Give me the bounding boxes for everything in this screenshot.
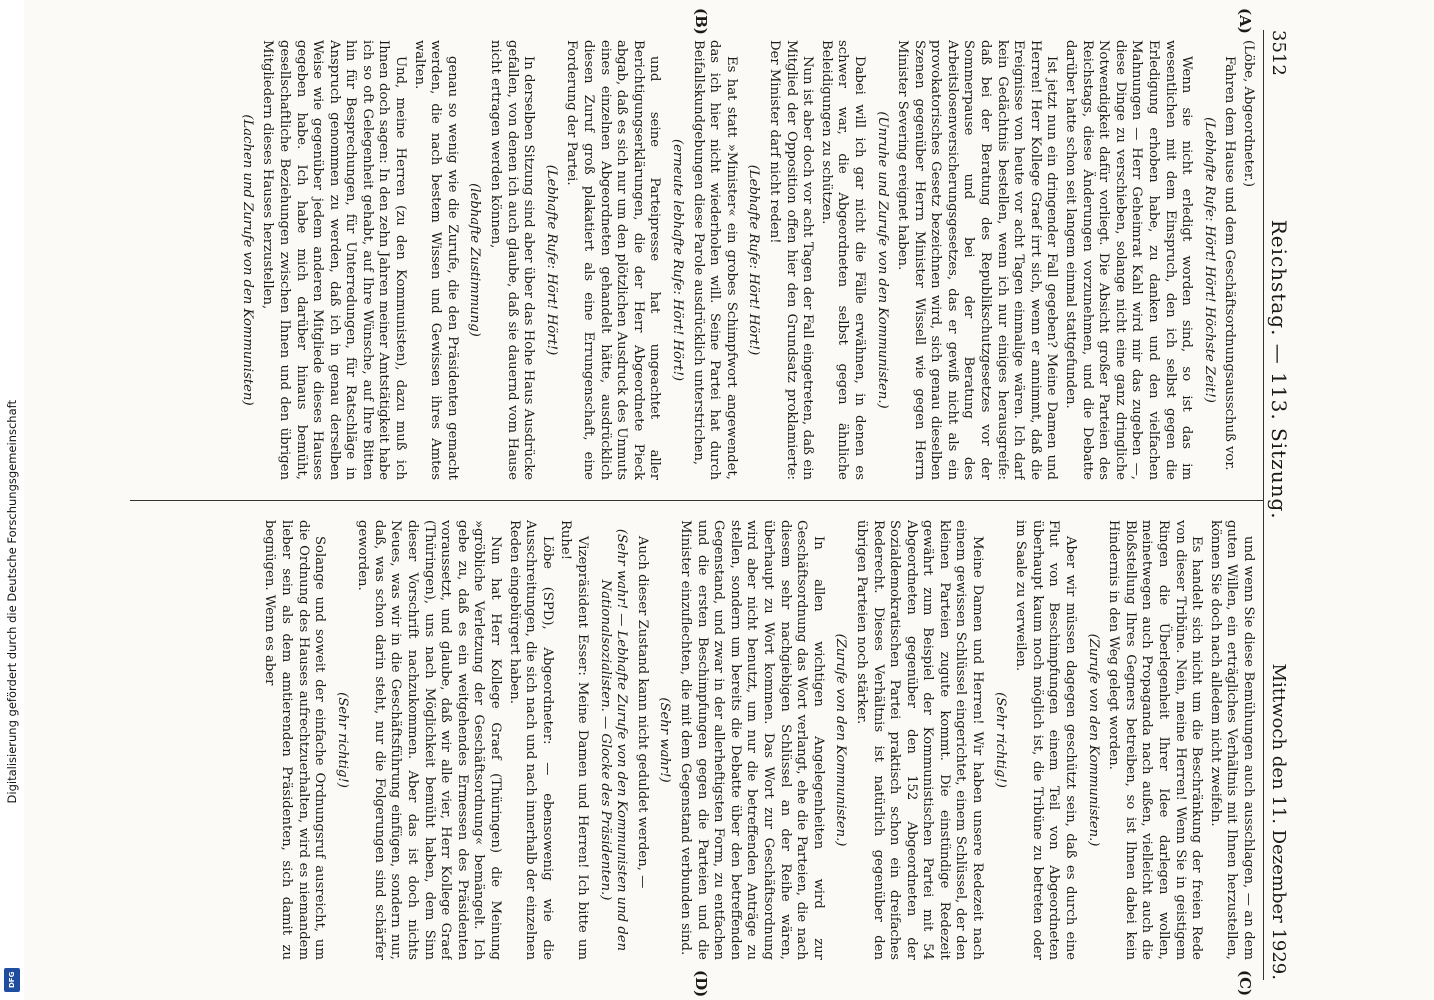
paragraph: Wenn sie nicht erledigt worden sind, so ist das im wesentlichen mit dem Einspruch, den ich selbst gegen die Erledigung erhoben habe, zu danken und den vielfachen Mahnungen — Herr Geheimrat Kahl wird mir das zugeben —, diese Dinge zu verschieben, solange nicht eine ganz dringliche Notwendigkeit dafür vorliegt. Die Absicht großer Parteien des Reichstags, diese Änderungen vorzunehmen, und die Debatte darüber hatte schon seit langem einmal stattgefunden. xyxy=(1063,40,1195,480)
paragraph: Dabei will ich gar nicht die Fälle erwähnen, in denen es schwer war, die Abgeordneten selbst gegen ähnliche Beleidigungen zu schützen. xyxy=(818,40,867,480)
margin-marker-d: (D) xyxy=(692,970,710,998)
page-date: Mittwoch den 11. Dezember 1929. xyxy=(1268,663,1290,980)
interjection: (Sehr wahr!) xyxy=(657,697,673,783)
interjection: (Lebhafte Rufe: Hört! Hört!) xyxy=(746,164,762,356)
paragraph: Löbe (SPD), Abgeordneter: — ebensowenig wie die Ausschreitungen, die sich nach und nach innerhalb der einzelnen Reden eingebürgert haben. xyxy=(506,520,555,960)
left-column xyxy=(130,40,1256,480)
paragraph: In derselben Sitzung sind aber über das Hohe Haus Ausdrücke gefallen, von denen ich auch glaube, daß sie dauernd vom Hause nicht ertragen werden können, xyxy=(488,40,537,480)
page-number: 3512 xyxy=(1268,30,1290,76)
rotated-sheet xyxy=(100,0,1300,1000)
interjection: (lebhafte Zustimmung) xyxy=(467,183,483,337)
paragraph: Fahren dem Hause und dem Geschäftsordnungsausschuß vor. xyxy=(1222,56,1238,471)
interjection: (erneute lebhafte Rufe: Hört! Hört!) xyxy=(670,138,685,382)
paragraph: Ist jetzt nun ein dringender Fall gegeben? Meine Damen und Herren! Herr Kollege Graef irrt sich, wenn er annimmt, daß die Ereignisse von heute vor acht Tagen einmalige wären. Ich darf kein Gedächtnis bestellen, wenn ich nur einiges herausgreife: daß bei der Beratung des Republikschutzgesetzes vor der Sommerpause und bei der Beratung des Arbeitslosenversicherungsgesetzes, das er gewiß nicht als ein provokatorisches Gesetz bezeichnen wird, sich genau dieselben Szenen gegenüber Herrn Minister Wissell wie gegen Herrn Minister Severing ereignet haben. xyxy=(895,40,1060,480)
paragraph: (Löbe, Abgeordneter.) xyxy=(1241,40,1256,187)
interjection: (Unruhe und Zurufe von den Kommunisten.) xyxy=(874,111,890,409)
paragraph: Es hat statt »Minister« ein grobes Schimpfwort angewendet, das ich hier nicht wiederholen will. Seine Partei hat durch Beifallskundgebungen diese Parole ausdrücklich unterstrichen, xyxy=(690,40,739,480)
sheet-content xyxy=(100,0,1300,1000)
digitization-credit xyxy=(2,400,22,1000)
interjection: (Zurufe von den Kommunisten.) xyxy=(1085,633,1101,847)
page-header xyxy=(1266,30,1292,980)
paragraph: Nun hat Herr Kollege Graef (Thüringen) die Meinung »gröbliche Verletzung der Geschäftsordnung« bemängelt. Ich gebe zu, daß es ein weitgehendes Ermessen des Präsidenten voraussetzt, und glaube, daß wir alle vier, Herr Kollege Graef (Thüringen), uns nach Möglichkeit bemüht haben, dem Sinn dieser Vorschrift nachzukommen. Aber das ist doch nichts Neues, was wir in die Geschäftsführung einfügen, sondern nur, daß, was schon darin steht, nur die Folgerungen sind schärfer geworden. xyxy=(355,520,504,960)
dfg-logo: DFG xyxy=(4,968,20,992)
digitization-credit-text: Digitalisierung gefördert durch die Deutsche Forschungsgemeinschaft xyxy=(5,400,19,804)
paragraph: Auch dieser Zustand kann nicht geduldet werden, — xyxy=(634,536,650,889)
paragraph: Meine Damen und Herren! Wir haben unsere Redezeit nach einem gewissen Schlüssel eingerichtet, einem Schlüssel, der den kleinen Parteien zugute kommt. Die einstündige Redezeit gewährt zum Beispiel der Kommunistischen Partei mit 54 Abgeordneten gegenüber den 152 Abgeordneten der Sozialdemokratischen Partei praktisch schon ein dreifaches Rederecht. Dieses Verhältnis ist natürlich gegenüber den übrigen Parteien noch stärker. xyxy=(853,520,986,960)
paragraph: genau so wenig wie die Zurufe, die den Präsidenten gemacht werden, die nach bestem Wissen und Gewissen ihres Amtes walten. xyxy=(411,40,460,480)
interjection: (Sehr richtig!) xyxy=(992,692,1008,788)
right-column xyxy=(130,520,1256,960)
interjection: (Sehr richtig!) xyxy=(334,692,350,788)
header-rule xyxy=(1263,30,1264,980)
margin-marker-b: (B) xyxy=(692,8,710,35)
paragraph: und wenn Sie diese Bemühungen auch ausschlagen, — an dem guten Willen, ein erträgliches Verhältnis mit Ihnen herzustellen, können Sie doch nach alledem nicht zweifeln. xyxy=(1207,520,1256,960)
paragraph: Aber wir müssen dagegen geschützt sein, daß es durch eine Flut von Beschimpfungen einem Teil von Abgeordneten überhaupt kaum noch möglich ist, die Tribüne zu betreten oder im Saale zu verweilen. xyxy=(1013,520,1079,960)
column-divider xyxy=(130,500,1264,501)
interjection: (Zurufe von den Kommunisten.) xyxy=(833,633,849,847)
interjection: (Lebhafte Rufe: Hört! Hört! Höchste Zeit!) xyxy=(1201,117,1217,403)
margin-marker-c: (C) xyxy=(1236,970,1254,997)
interjection: (Sehr wahr! — Lebhafte Zurufe von den Kommunisten und den Nationalsozialisten. — Glocke des Präsidenten.) xyxy=(597,528,630,952)
paragraph: und seine Parteipresse hat ungeachtet aller Berichtigungserklärungen, die der Herr Abgeordnete Pieck abgab, daß es sich nur um den plötzlichen Ausdruck des Unmuts eines einzelnen Abgeordneten gehandelt hätte, ausdrücklich diesen Zuruf groß plakatiert als eine Errungenschaft, eine Forderung der Partei. xyxy=(564,40,663,480)
paragraph: In allen wichtigen Angelegenheiten wird zur Geschäftsordnung das Wort verlangt, ehe die Parteien, die nach diesem sehr nachgiebigen Schlüssel an der Reihe wären, überhaupt zu Wort kommen. Das Wort zur Geschäftsordnung wird aber nicht benutzt, um nur die betreffenden Anträge zu stellen, sondern um bereits die Debatte über den betreffenden Gegenstand, und zwar in der allerheftigsten Form, zu entfachen und die ersten Beschimpfungen gegen die Parteien und die Minister einzuflechten, die mit dem Gegenstand verbunden sind. xyxy=(678,520,826,960)
paragraph: Es handelt sich nicht um die Beschränkung der freien Rede von dieser Tribüne. Nein, meine Herren! Wenn Sie in geistigem Ringen die Überlegenheit Ihrer Idee darlegen wollen, meinetwegen auch Propaganda nach außen, vielleicht auch die Bloßstellung Ihres Gegners betreiben, so ist Ihnen dabei kein Hindernis in den Weg gelegt worden. xyxy=(1106,520,1205,960)
margin-marker-a: (A) xyxy=(1236,8,1254,34)
page-title: Reichstag. — 113. Sitzung. xyxy=(1267,219,1291,520)
paragraph: Solange und soweit der einfache Ordnungsruf ausreicht, um die Ordnung des Hauses aufrechtzuerhalten, wird es niemandem lieber sein als dem amtierenden Präsidenten, sich damit zu begnügen. Wenn es aber xyxy=(262,520,328,960)
side-strip xyxy=(0,0,24,1000)
paragraph: Nun ist aber doch vor acht Tagen der Fall eingetreten, daß ein Mitglied der Opposition offen hier den Grundsatz proklamierte: Der Minister darf nicht reden! xyxy=(766,40,816,480)
interjection: (Lachen und Zurufe von den Kommunisten) xyxy=(239,114,255,406)
interjection: (Lebhafte Rufe: Hört! Hört!) xyxy=(543,164,559,356)
paragraph: Und, meine Herren (zu den Kommunisten), dazu muß ich Ihnen doch sagen: In den zehn Jahren meiner Amtstätigkeit habe ich so oft Gelegenheit gehabt, auf Ihre Wünsche, auf Ihre Bitten hin für Besprechungen, für Unterredungen, für Ratschläge in Anspruch genommen zu werden, daß ich in genau derselben Weise wie gegenüber jedem anderen Mitgliede dieses Hauses gegeben habe. Ich habe mich darüber hinaus bemüht, gesellschaftliche Beziehungen zwischen Ihnen und den übrigen Mitgliedern dieses Hauses herzustellen, xyxy=(260,40,409,480)
paragraph: Vizepräsident Esser: Meine Damen und Herren! Ich bitte um Ruhe! xyxy=(558,520,591,960)
